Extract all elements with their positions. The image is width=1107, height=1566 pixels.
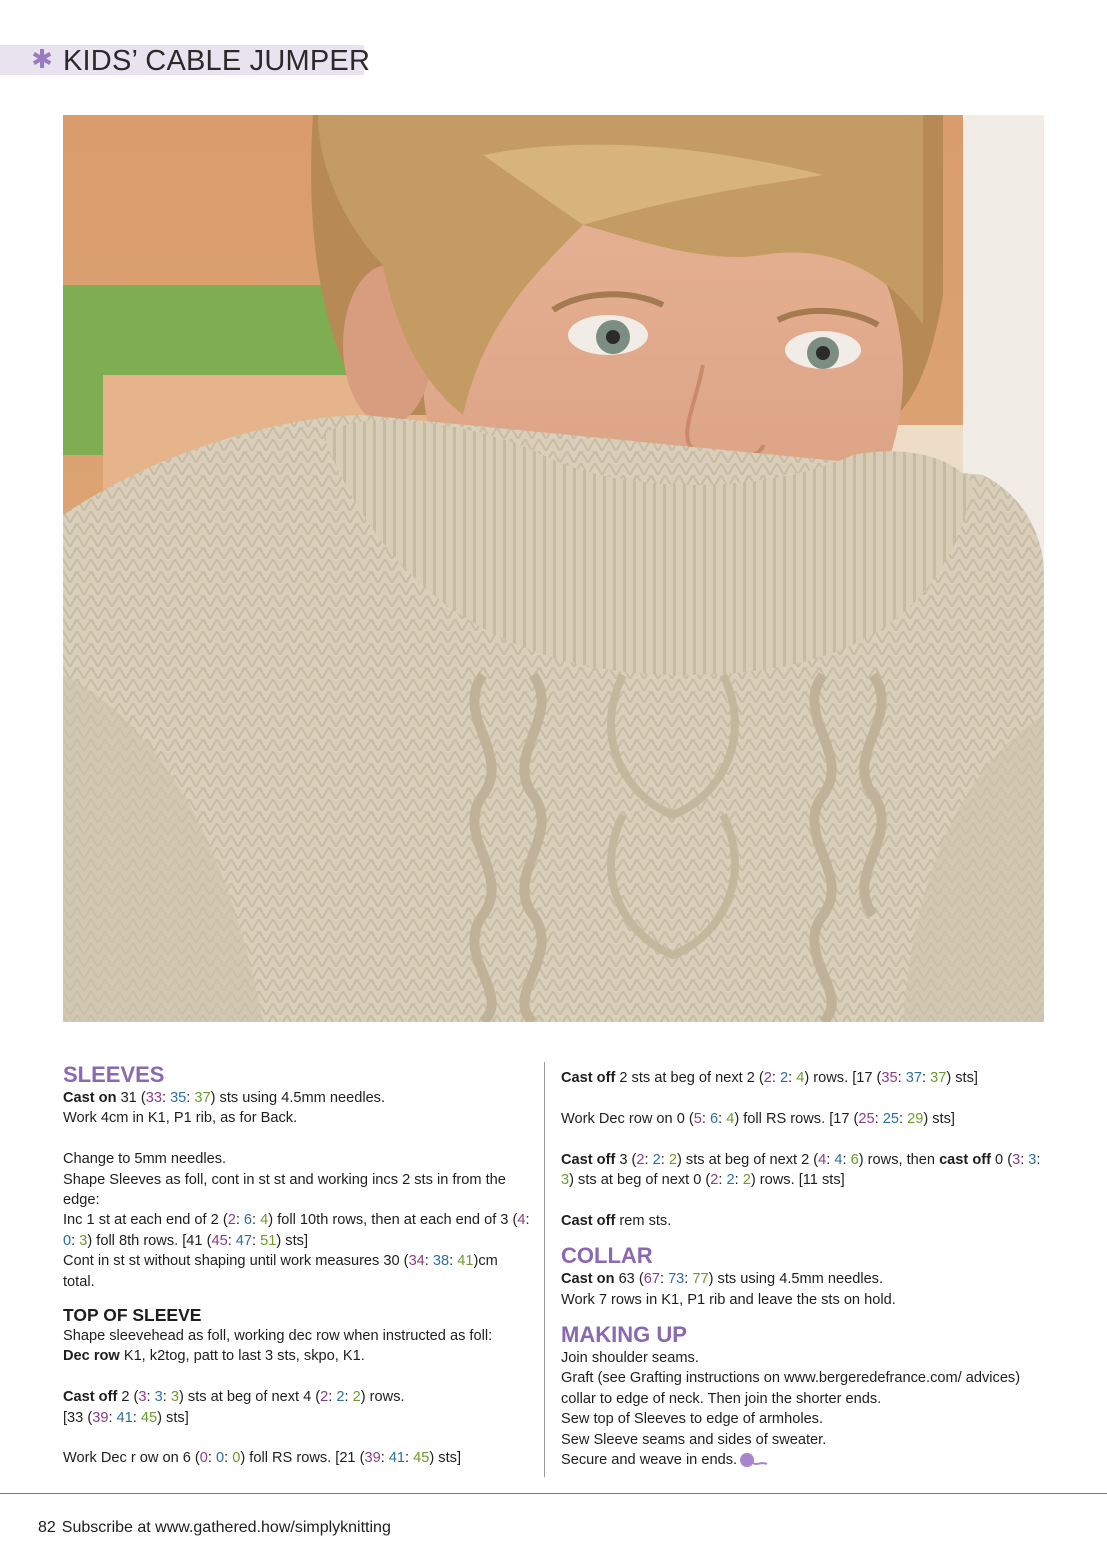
making-step-4: Sew Sleeve seams and sides of sweater. xyxy=(561,1431,827,1448)
page-number: 82 xyxy=(38,1519,56,1536)
flower-icon: ✱ xyxy=(31,45,53,75)
sleeves-shape: Shape Sleeves as foll, cont in st st and working incs 2 sts in from the edge: xyxy=(63,1171,506,1209)
top-cast-off: Cast off 2 (3: 3: 3) sts at beg of next 4 (2: 2: 2) rows. xyxy=(63,1389,405,1406)
page-title: KIDS’ CABLE JUMPER xyxy=(63,45,371,77)
collar-heading: COLLAR xyxy=(561,1243,653,1269)
collar-cast-on: Cast on 63 (67: 73: 77) sts using 4.5mm needles. xyxy=(561,1271,884,1288)
sleeves-inc: Inc 1 st at each end of 2 (2: 6: 4) foll 10th rows, then at each end of 3 (4: 0: 3) foll 8th rows. [41 (45: 47: 51) sts] xyxy=(63,1212,530,1249)
top-shape: Shape sleevehead as foll, working dec row when instructed as foll: xyxy=(63,1328,493,1345)
yarn-ball-icon xyxy=(739,1452,769,1468)
top-sts-count: [33 (39: 41: 45) sts] xyxy=(63,1409,189,1426)
column-divider xyxy=(544,1062,545,1477)
sleeves-needles: Change to 5mm needles. xyxy=(63,1151,227,1168)
footer-rule xyxy=(0,1493,1107,1494)
making-step-1: Join shoulder seams. xyxy=(561,1350,699,1367)
top-cast-off-2: Cast off 2 sts at beg of next 2 (2: 2: 4) rows. [17 (35: 37: 37) sts] xyxy=(561,1070,978,1086)
sleeves-cont: Cont in st st without shaping until work measures 30 (34: 38: 41)cm total. xyxy=(63,1253,498,1290)
sleeves-rib: Work 4cm in K1, P1 rib, as for Back. xyxy=(63,1110,298,1127)
top-of-sleeve-heading: TOP OF SLEEVE xyxy=(63,1305,202,1326)
top-work-dec: Work Dec r ow on 6 (0: 0: 0) foll RS rows. [21 (39: 41: 45) sts] xyxy=(63,1450,462,1467)
footer xyxy=(38,1518,391,1538)
collar-rib: Work 7 rows in K1, P1 rib and leave the sts on hold. xyxy=(561,1291,896,1308)
making-step-5: Secure and weave in ends. xyxy=(561,1450,1041,1470)
sleeves-cast-on: Cast on 31 (33: 35: 37) sts using 4.5mm needles. xyxy=(63,1090,386,1106)
photo-boy-cable-jumper xyxy=(63,115,1044,1022)
right-column xyxy=(561,1062,1041,1470)
sleeves-heading: SLEEVES xyxy=(63,1062,165,1087)
footer-subscribe-link[interactable]: Subscribe at www.gathered.how/simplyknitting xyxy=(61,1519,391,1536)
making-up-heading: MAKING UP xyxy=(561,1322,687,1348)
top-cast-off-rem: Cast off rem sts. xyxy=(561,1212,672,1229)
top-cast-off-3: Cast off 3 (2: 2: 2) sts at beg of next 2 (4: 4: 6) rows, then cast off 0 (3: 3: 3) sts at beg of next 0 (2: 2: 2) rows. [11 sts] xyxy=(561,1151,1041,1188)
top-dec-row: Dec row K1, k2tog, patt to last 3 sts, skpo, K1. xyxy=(63,1348,365,1365)
making-step-3: Sew top of Sleeves to edge of armholes. xyxy=(561,1411,824,1428)
left-column xyxy=(63,1062,533,1469)
making-step-2: Graft (see Grafting instructions on www.bergeredefrance.com/ advices) collar to edge of neck. Then join the shorter ends. xyxy=(561,1370,1021,1407)
top-work-dec-2: Work Dec row on 0 (5: 6: 4) foll RS rows. [17 (25: 25: 29) sts] xyxy=(561,1110,955,1127)
